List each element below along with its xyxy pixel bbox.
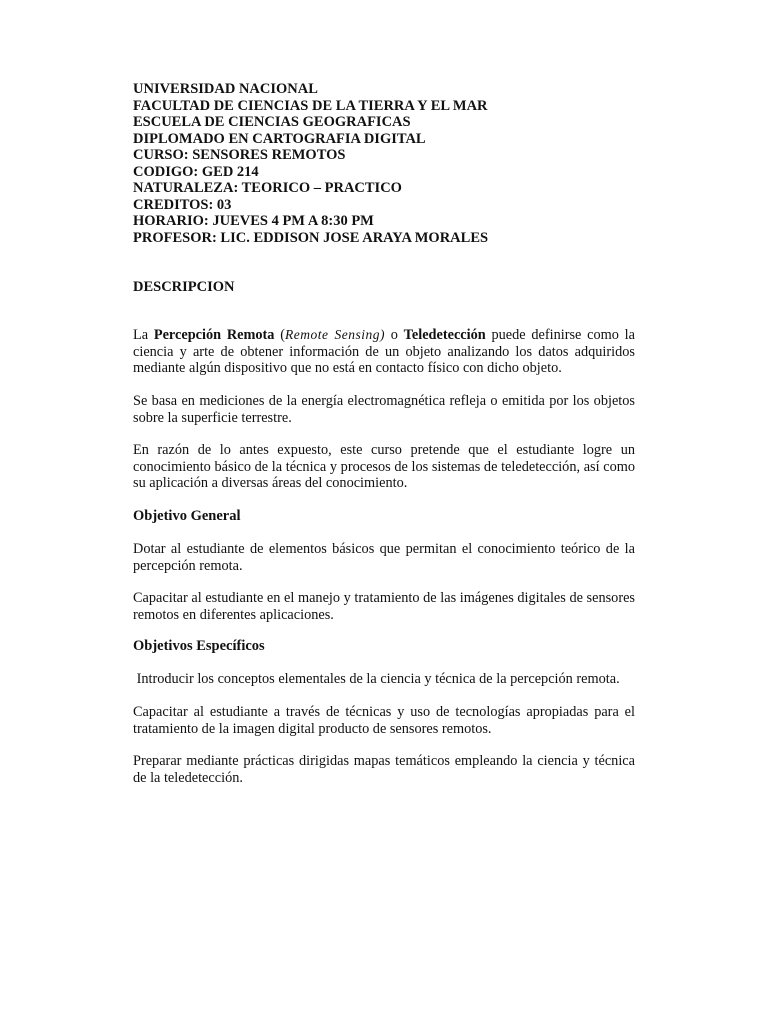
- definition-line-3: mediante algún dispositivo que no está en contacto físico con dicho objeto.: [133, 360, 562, 376]
- term-remote-sensing: Remote Sensing): [284, 327, 386, 342]
- paragraph-course-purpose: [133, 442, 635, 492]
- specific-objective-3-line-2: de la teledetección.: [133, 769, 243, 786]
- header-credits: CREDITOS: 03: [133, 196, 232, 213]
- purpose-line-1: En razón de lo antes expuesto, este curso pretende que el estudiante logre un: [133, 442, 635, 458]
- paragraph-general-objective-2: [133, 590, 635, 623]
- header-university: UNIVERSIDAD NACIONAL: [133, 81, 318, 97]
- section-heading-objetivos-especificos: Objetivos Específicos: [133, 638, 265, 654]
- section-heading-objetivo-general: Objetivo General: [133, 508, 241, 524]
- header-program: DIPLOMADO EN CARTOGRAFIA DIGITAL: [133, 130, 426, 147]
- definition-line-2: ciencia y arte de obtener información de un objeto analizando los datos adquiridos: [133, 343, 635, 360]
- term-teledeteccion: Teledetección: [403, 327, 486, 343]
- paragraph-specific-objective-1: [133, 671, 635, 688]
- specific-objective-3-line-1: Preparar mediante prácticas dirigidas mapas temáticos empleando la ciencia y técnica: [133, 753, 635, 769]
- header-professor: PROFESOR: LIC. EDDISON JOSE ARAYA MORALES: [133, 229, 489, 246]
- specific-objective-2-line-2: tratamiento de la imagen digital producto de sensores remotos.: [133, 720, 492, 737]
- header-code: CODIGO: GED 214: [133, 163, 259, 180]
- paragraph-specific-objective-3: [133, 753, 635, 786]
- paragraph-general-objective-1: [133, 541, 635, 574]
- header-nature: NATURALEZA: TEORICO – PRACTICO: [133, 180, 402, 196]
- general-objective-1-line-1: Dotar al estudiante de elementos básicos que permitan el conocimiento teórico de la: [133, 541, 635, 557]
- general-objective-2-line-1: Capacitar al estudiante en el manejo y tratamiento de las imágenes digitales de sensores: [133, 590, 635, 606]
- general-objective-2-line-2: remotos en diferentes aplicaciones.: [133, 606, 334, 623]
- header-course: CURSO: SENSORES REMOTOS: [133, 147, 346, 163]
- specific-objective-1-line-1: Introducir los conceptos elementales de la ciencia y técnica de la percepción remota.: [133, 671, 620, 687]
- text-fragment: (: [274, 327, 285, 343]
- purpose-line-3: su aplicación a diversas áreas del conocimiento.: [133, 475, 408, 491]
- specific-objective-2-line-1: Capacitar al estudiante a través de técnicas y uso de tecnologías apropiadas para el: [133, 704, 635, 720]
- purpose-line-2: conocimiento básico de la técnica y procesos de los sistemas de teledetección, así como: [133, 458, 635, 475]
- paragraph-specific-objective-2: [133, 704, 635, 737]
- text-fragment: puede definirse como la: [485, 327, 635, 343]
- header-school: ESCUELA DE CIENCIAS GEOGRAFICAS: [133, 114, 411, 130]
- course-header: [133, 81, 653, 246]
- paragraph-definition: [133, 327, 635, 377]
- paragraph-energy: [133, 393, 635, 426]
- header-schedule: HORARIO: JUEVES 4 PM A 8:30 PM: [133, 213, 374, 229]
- section-heading-descripcion: DESCRIPCION: [133, 279, 235, 295]
- general-objective-1-line-2: percepción remota.: [133, 557, 243, 574]
- term-percepcion-remota: Percepción Remota: [153, 327, 275, 343]
- energy-line-1: Se basa en mediciones de la energía electromagnética refleja o emitida por los objetos: [133, 393, 635, 409]
- text-fragment: La: [133, 327, 154, 343]
- text-fragment: o: [385, 327, 404, 343]
- energy-line-2: sobre la superficie terrestre.: [133, 409, 292, 426]
- definition-line-1: [133, 327, 635, 344]
- header-faculty: FACULTAD DE CIENCIAS DE LA TIERRA Y EL MAR: [133, 97, 488, 114]
